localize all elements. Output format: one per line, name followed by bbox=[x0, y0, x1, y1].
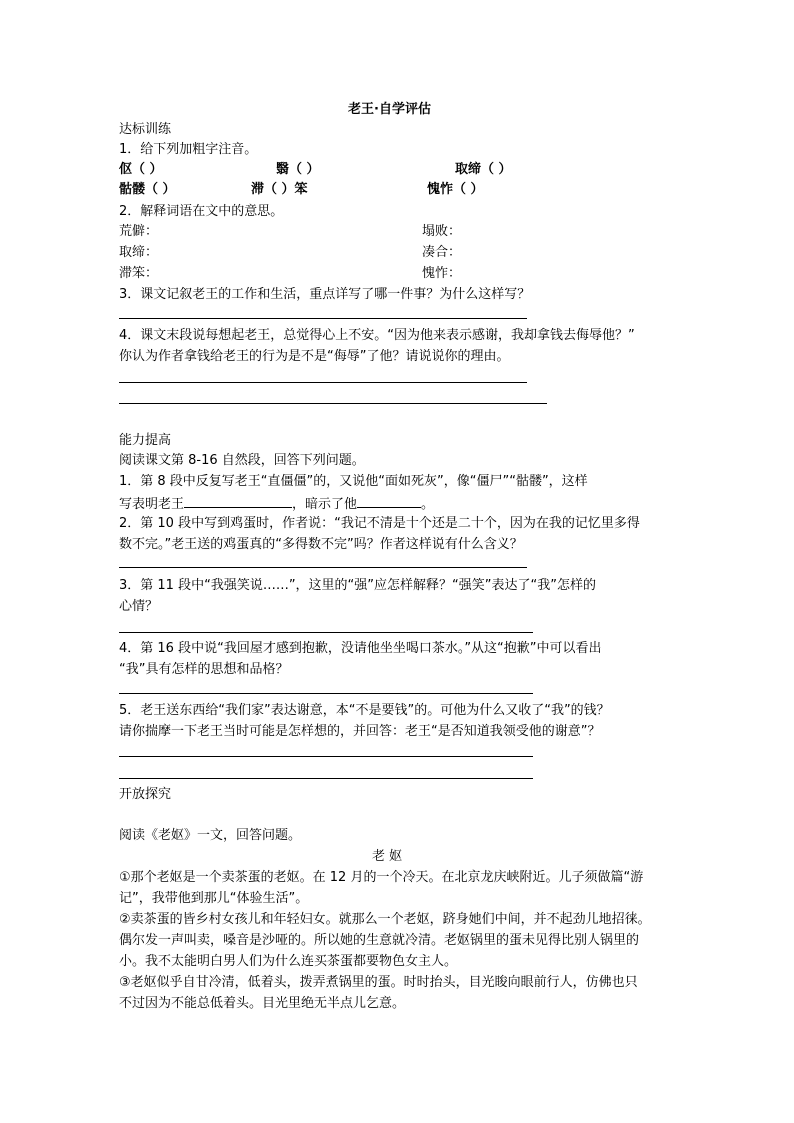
answer-line bbox=[119, 632, 533, 633]
term-zhiben: 滞笨： bbox=[119, 266, 159, 281]
answer-line bbox=[119, 318, 527, 319]
term-kuizuo: 愧怍： bbox=[422, 266, 462, 281]
page-title: 老王·自学评估 bbox=[348, 102, 431, 117]
answer-line bbox=[119, 693, 533, 694]
section-3-intro: 阅读《老妪》一文，回答问题。 bbox=[119, 828, 302, 843]
s2-question-4-line1: 4．第 16 段中说“我回屋才感到抱歉，没请他坐坐喝口茶水。”从这“抱歉”中可以看出 bbox=[119, 641, 602, 656]
fill-blank bbox=[184, 494, 292, 508]
passage-p1-line2: 记”，我带他到那儿“体验生活”。 bbox=[119, 891, 309, 906]
term-huangpi: 荒僻： bbox=[119, 224, 159, 239]
s2-question-5-line2: 请你揣摩一下老王当时可能是怎样想的，并回答：老王“是否知道我领受他的谢意”？ bbox=[119, 724, 601, 739]
question-4-text-line2: 你认为作者拿钱给老王的行为是不是“侮辱”了他？请说说你的理由。 bbox=[119, 349, 510, 364]
passage-p1-line1: ①那个老妪是一个卖茶蛋的老妪。在 12 月的一个冷天。在北京龙庆峡附近。儿子须做篇“游 bbox=[119, 870, 644, 885]
s2-question-1-line2 bbox=[119, 494, 434, 513]
passage-p2-line2: 偶尔发一声叫卖，嗓音是沙哑的。所以她的生意就冷清。老妪锅里的蛋未见得比别人锅里的 bbox=[119, 933, 640, 948]
pinyin-item-zhiben: 滞（ ）笨 bbox=[251, 182, 308, 197]
answer-line bbox=[119, 567, 527, 568]
pinyin-item-kuizuo: 愧怍（ ） bbox=[427, 182, 484, 197]
fill-blank bbox=[357, 494, 421, 508]
answer-line bbox=[119, 403, 547, 404]
s2-question-2-line1: 2．第 10 段中写到鸡蛋时，作者说：“我记不清是十个还是二十个，因为在我的记忆里多得 bbox=[119, 516, 640, 531]
s2-question-4-line2: “我”具有怎样的思想和品格？ bbox=[119, 662, 289, 677]
section-heading-improvement: 能力提高 bbox=[119, 433, 172, 448]
passage-title: 老 妪 bbox=[372, 849, 403, 864]
term-qudi: 取缔： bbox=[119, 245, 159, 260]
question-1-label: 1．给下列加粗字注音。 bbox=[119, 142, 258, 157]
question-4-text-line1: 4．课文末段说每想起老王，总觉得心上不安。“因为他来表示感谢，我却拿钱去侮辱他？” bbox=[119, 328, 635, 343]
pinyin-item-yu: 伛（ ） bbox=[119, 162, 163, 177]
passage-p2-line3: 小。我不太能明白男人们为什么连买茶蛋都要物色女主人。 bbox=[119, 954, 458, 969]
question-3-text: 3．课文记叙老王的工作和生活，重点详写了哪一件事？为什么这样写？ bbox=[119, 287, 531, 302]
s2-question-1-part-b: ，暗示了他 bbox=[292, 497, 358, 512]
pinyin-item-qudi: 取缔（ ） bbox=[455, 162, 512, 177]
s2-question-1-part-a: 写表明老王 bbox=[119, 497, 185, 512]
answer-line bbox=[119, 778, 533, 779]
answer-line bbox=[119, 382, 527, 383]
section-heading-exploration: 开放探究 bbox=[119, 787, 172, 802]
section-2-intro: 阅读课文第 8-16 自然段，回答下列问题。 bbox=[119, 453, 365, 468]
s2-question-5-line1: 5．老王送东西给“我们家”表达谢意，本“不是要钱”的。可他为什么又收了“我”的钱？ bbox=[119, 703, 610, 718]
s2-question-3-line1: 3．第 11 段中“我强笑说……”，这里的“强”应怎样解释？“强笑”表达了“我”怎样的 bbox=[119, 578, 596, 593]
question-2-label: 2．解释词语在文中的意思。 bbox=[119, 204, 284, 219]
answer-line bbox=[119, 756, 533, 757]
pinyin-item-kulou: 骷髅（ ） bbox=[119, 182, 176, 197]
passage-p3-line1: ③老妪似乎自甘冷清，低着头，拨弄煮锅里的蛋。时时抬头，目光睃向眼前行人，仿佛也只 bbox=[119, 975, 638, 990]
passage-p3-line2: 不过因为不能总低着头。目光里绝无半点儿乞意。 bbox=[119, 996, 406, 1011]
s2-question-1-line1: 1．第 8 段中反复写老王“直僵僵”的，又说他“面如死灰”，像“僵尸”“骷髅”，这样 bbox=[119, 474, 588, 489]
section-heading-practice: 达标训练 bbox=[119, 122, 172, 137]
passage-p2-line1: ②卖茶蛋的皆乡村女孩儿和年轻妇女。就那么一个老妪，跻身她们中间，并不起劲儿地招徕。 bbox=[119, 912, 651, 927]
s2-question-1-part-c: 。 bbox=[421, 497, 435, 512]
pinyin-item-yi: 翳（ ） bbox=[276, 162, 320, 177]
s2-question-3-line2: 心情？ bbox=[119, 599, 159, 614]
term-couhe: 凑合： bbox=[422, 245, 462, 260]
term-taibai: 塌败： bbox=[422, 224, 462, 239]
s2-question-2-line2: 数不完。”老王送的鸡蛋真的“多得数不完”吗？作者这样说有什么含义？ bbox=[119, 537, 523, 552]
